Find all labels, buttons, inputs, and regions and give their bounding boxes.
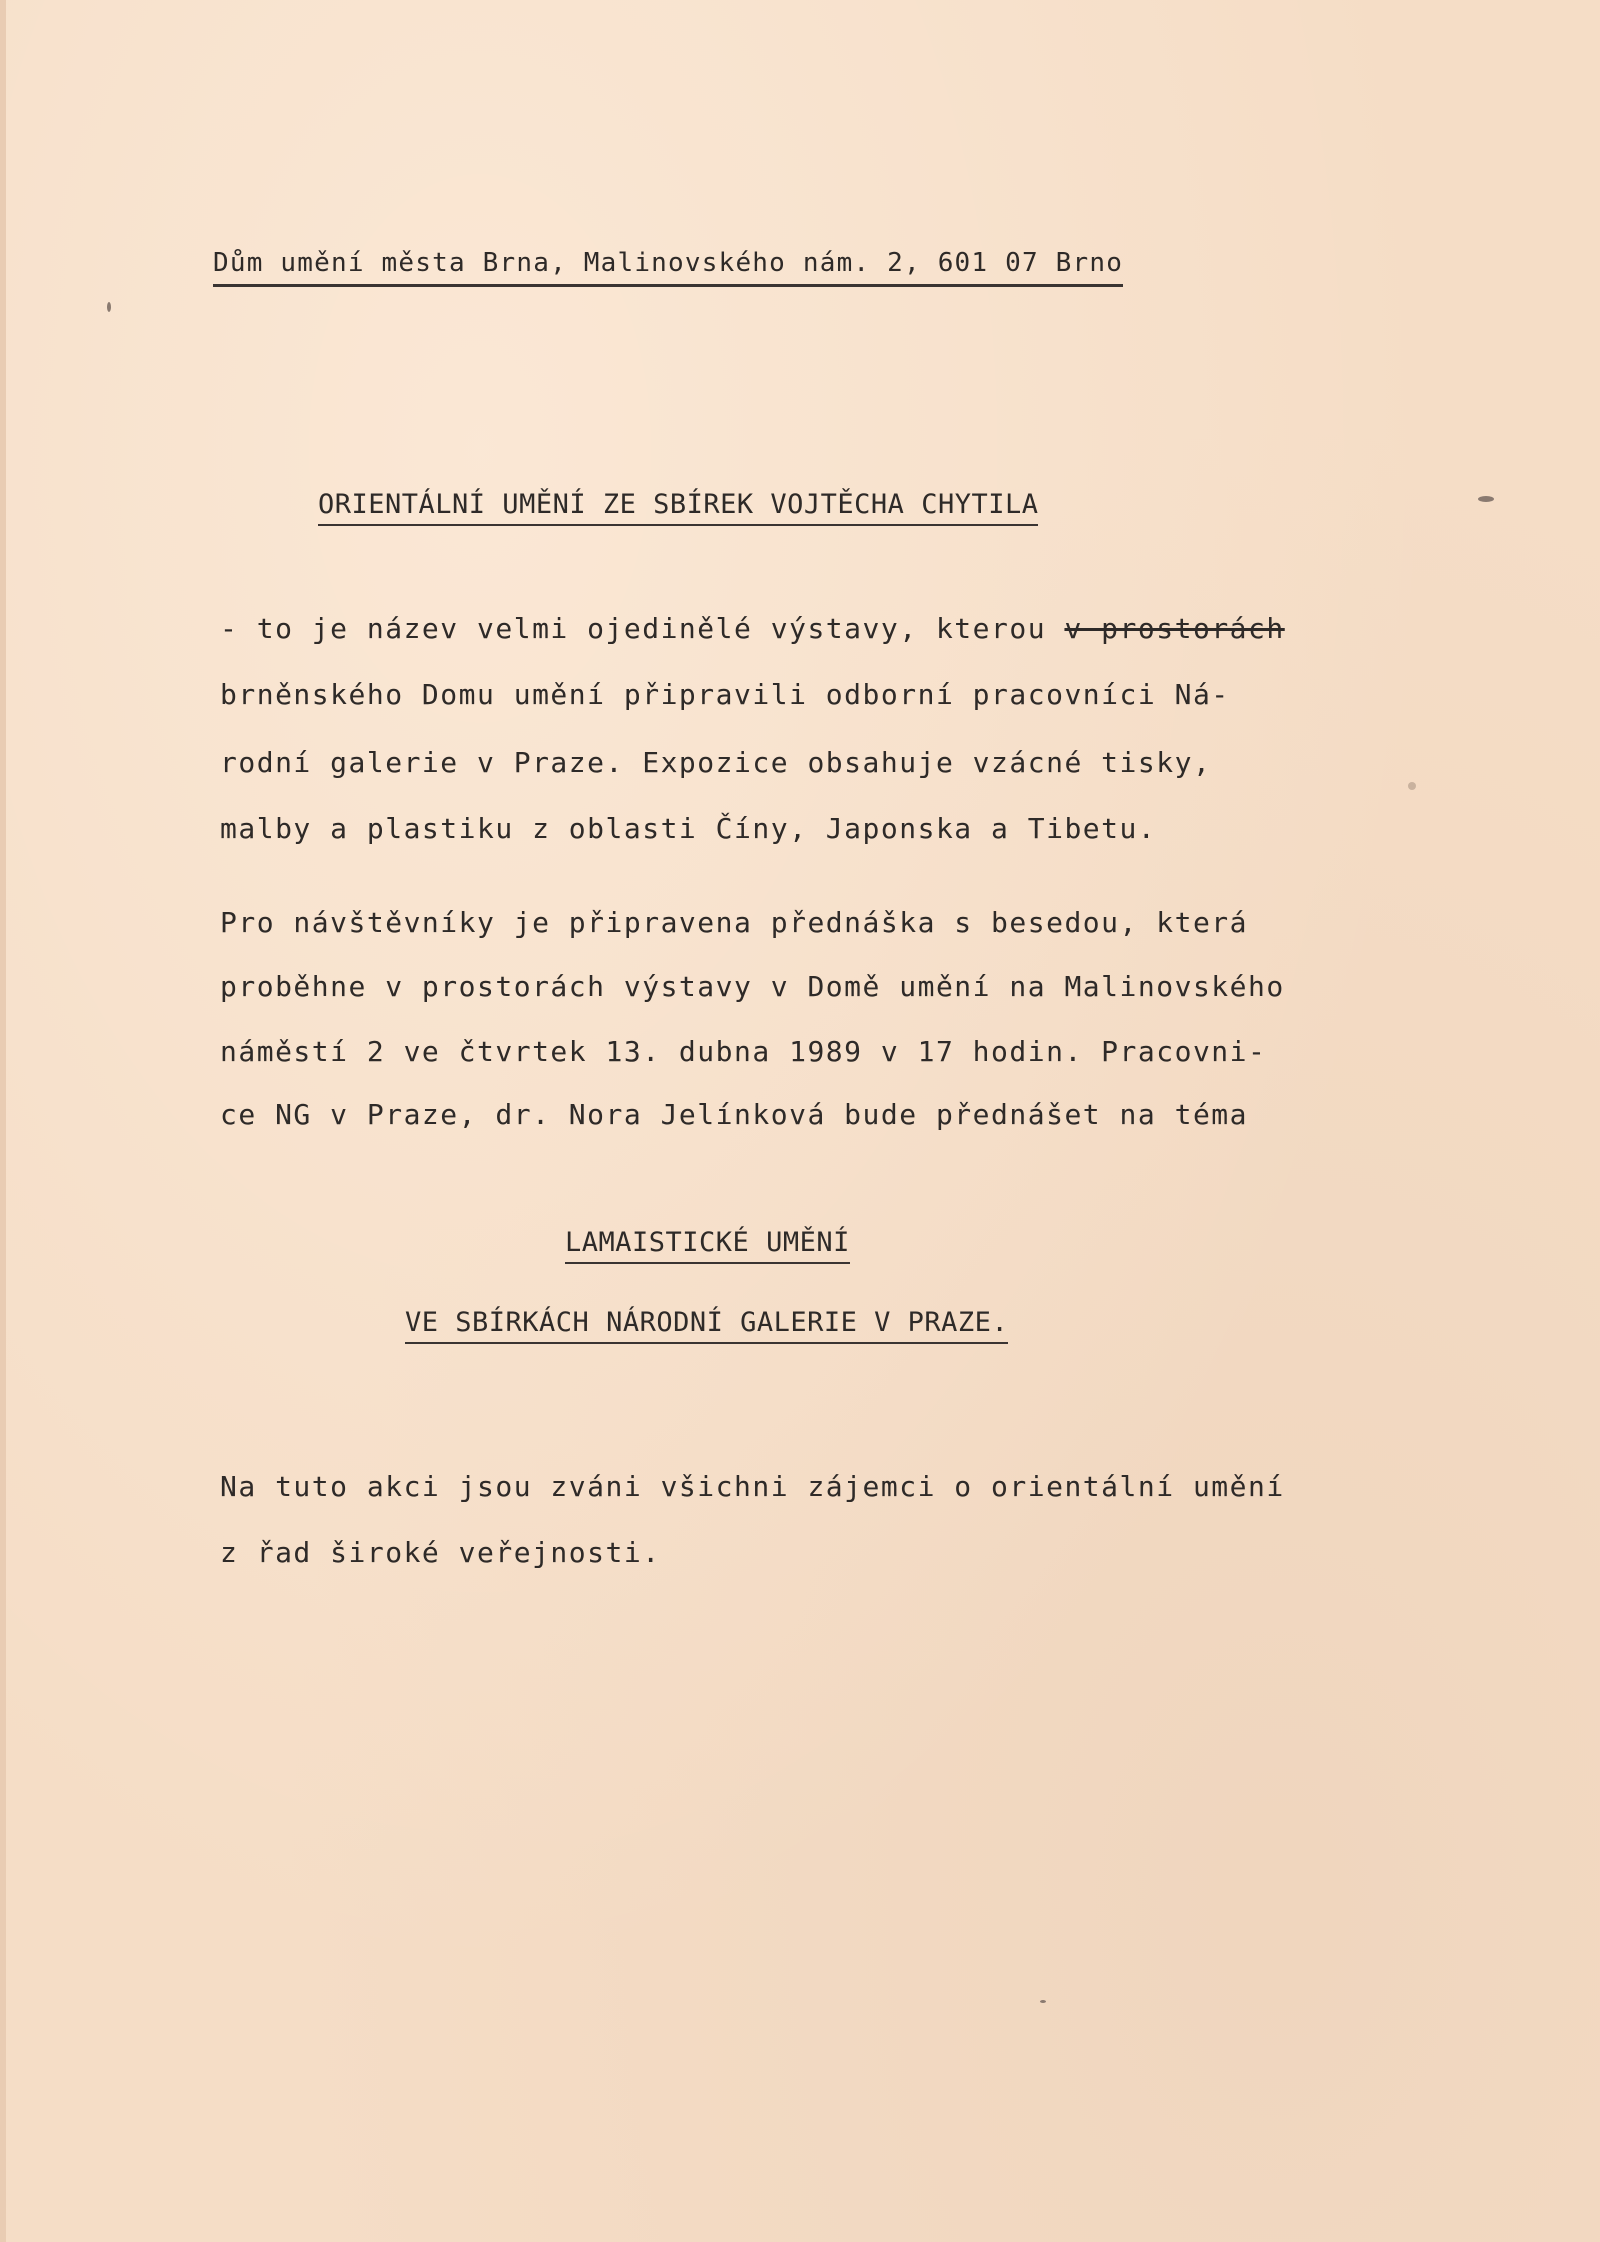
- paper-edge: [0, 0, 6, 2242]
- paragraph-3-line-1: Na tuto akci jsou zváni všichni zájemci o orientální umění: [220, 1470, 1285, 1503]
- paragraph-1-line-1-text: - to je název velmi ojedinělé výstavy, kterou: [220, 612, 1047, 645]
- paper-stain: [1408, 782, 1416, 790]
- paragraph-1-line-2: brněnského Domu umění připravili odborní pracovníci Ná-: [220, 678, 1230, 711]
- letterhead: Dům umění města Brna, Malinovského nám. 2, 601 07 Brno: [213, 246, 1123, 287]
- document-title: ORIENTÁLNÍ UMĚNÍ ZE SBÍREK VOJTĚCHA CHYTILA: [318, 488, 1038, 526]
- paragraph-2-line-3: náměstí 2 ve čtvrtek 13. dubna 1989 v 17 hodin. Pracovni-: [220, 1035, 1267, 1068]
- paragraph-1-line-3: rodní galerie v Praze. Expozice obsahuje vzácné tisky,: [220, 746, 1212, 779]
- struck-out-text: v prostorách: [1064, 612, 1285, 645]
- paragraph-1-line-4: malby a plastiku z oblasti Číny, Japonska a Tibetu.: [220, 812, 1157, 845]
- ink-speck: [1478, 496, 1494, 502]
- paragraph-2-line-2: proběhne v prostorách výstavy v Domě umění na Malinovského: [220, 970, 1285, 1003]
- ink-speck: [1040, 2000, 1046, 2003]
- paragraph-3-line-2: z řad široké veřejnosti.: [220, 1536, 661, 1569]
- paragraph-2-line-4: ce NG v Praze, dr. Nora Jelínková bude přednášet na téma: [220, 1098, 1249, 1131]
- paragraph-1-line-1: [220, 612, 1285, 646]
- paragraph-2-line-1: Pro návštěvníky je připravena přednáška s besedou, která: [220, 906, 1249, 939]
- lecture-title-line-1: LAMAISTICKÉ UMĚNÍ: [565, 1226, 850, 1264]
- lecture-title-line-2: VE SBÍRKÁCH NÁRODNÍ GALERIE V PRAZE.: [405, 1306, 1008, 1344]
- ink-speck: [107, 302, 111, 312]
